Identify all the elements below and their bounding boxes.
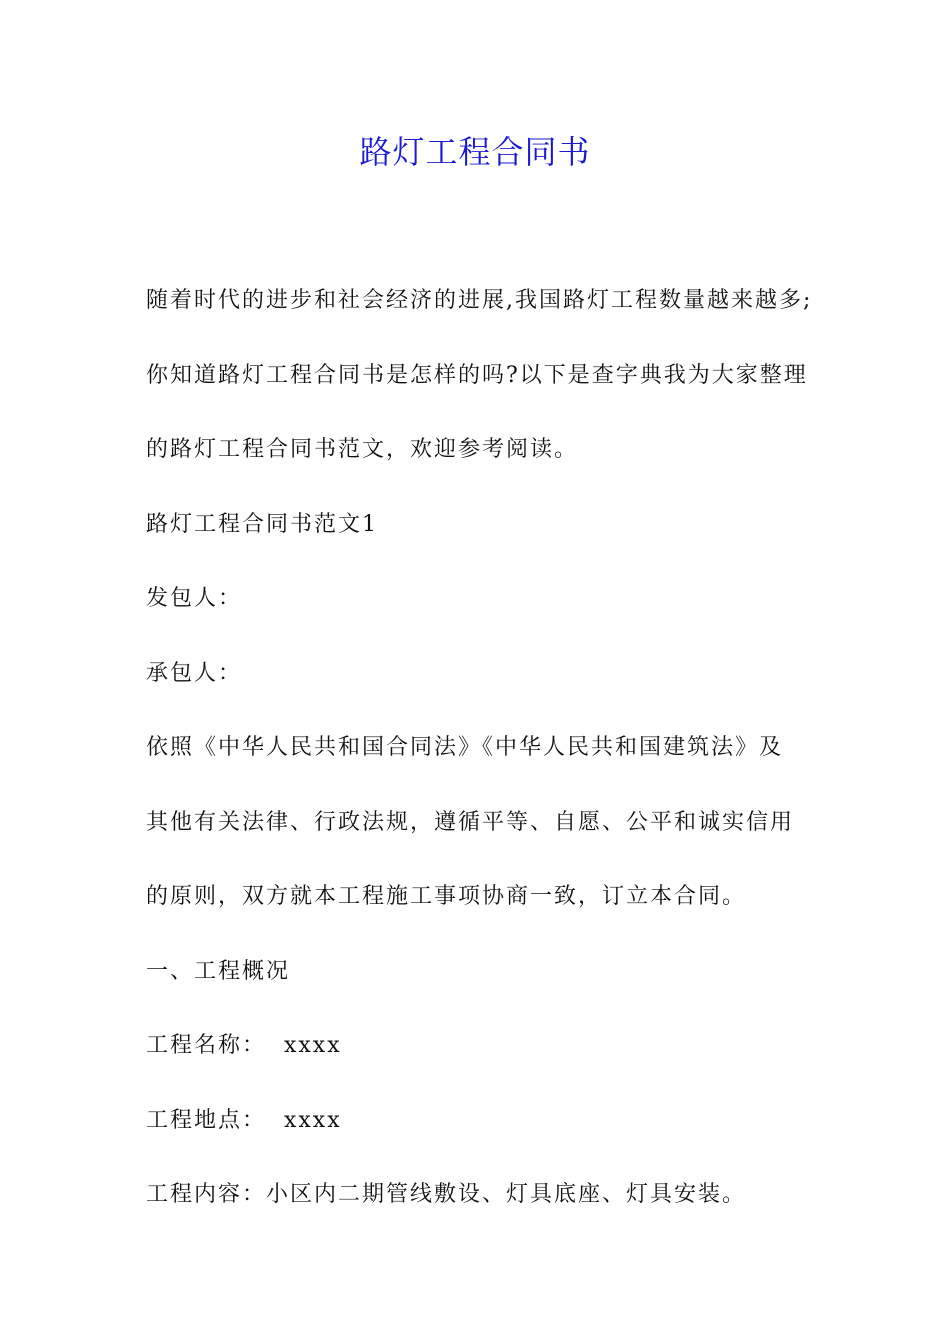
project-content-line: 工程内容：小区内二期管线敷设、灯具底座、灯具安装。 <box>146 1182 747 1207</box>
section-heading-sample-1: 路灯工程合同书范文1 <box>146 511 378 537</box>
contractor-line: 承包人： <box>146 660 243 686</box>
intro-line-2: 你知道路灯工程合同书是怎样的吗?以下是查字典我为大家整理 <box>146 362 808 388</box>
intro-line-1: 随着时代的进步和社会经济的进展,我国路灯工程数量越来越多; <box>146 288 813 313</box>
project-location-line: 工程地点： xxxx <box>146 1107 342 1133</box>
basis-line-3: 的原则，双方就本工程施工事项协商一致，订立本合同。 <box>146 884 747 909</box>
basis-line-1: 依照《中华人民共和国合同法》《中华人民共和国建筑法》及 <box>146 735 784 760</box>
project-name-line: 工程名称： xxxx <box>146 1033 342 1058</box>
document-title: 路灯工程合同书 <box>359 133 591 171</box>
employer-line: 发包人： <box>146 586 243 611</box>
basis-line-2: 其他有关法律、行政法规，遵循平等、自愿、公平和诚实信用 <box>146 809 795 835</box>
intro-line-3: 的路灯工程合同书范文，欢迎参考阅读。 <box>146 437 579 462</box>
document-body <box>146 264 826 1233</box>
project-overview-heading: 一、工程概况 <box>146 958 291 984</box>
